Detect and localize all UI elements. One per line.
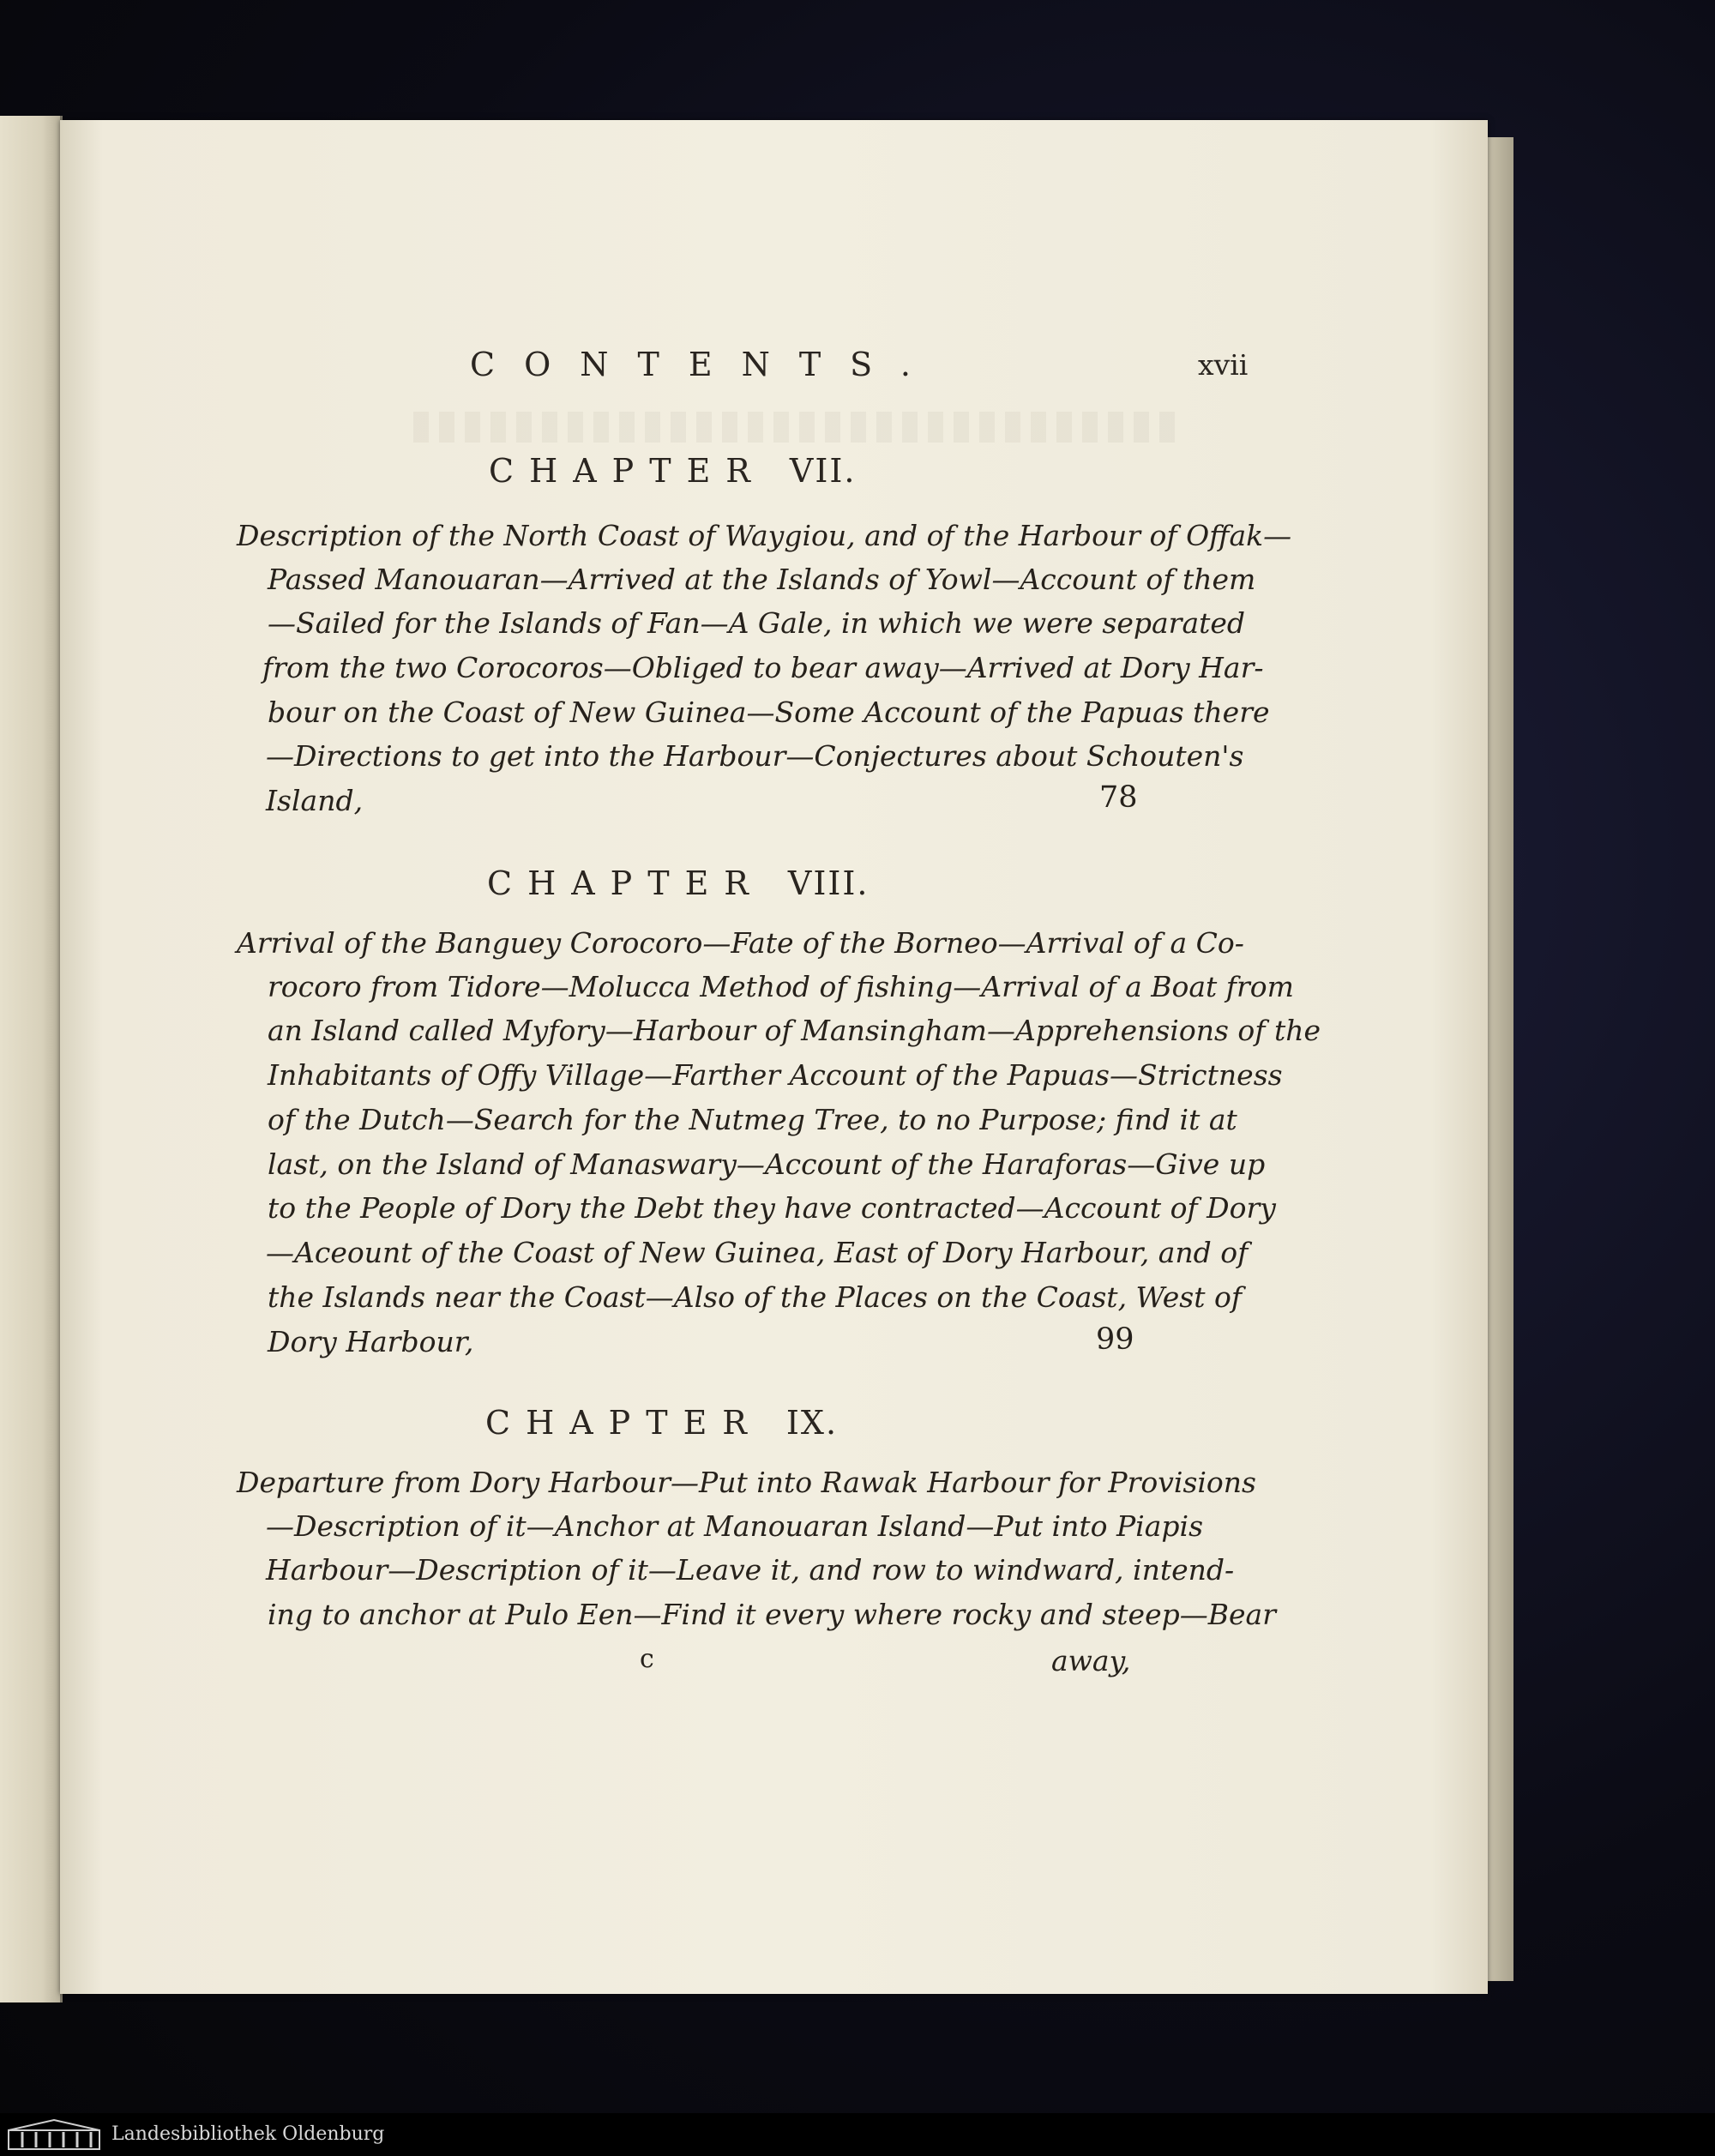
contents-line: —Description of it—Anchor at Manouaran Island—Put into Piapis <box>266 1509 1204 1543</box>
signature-mark: c <box>640 1644 654 1674</box>
library-building-logo-icon <box>7 2118 101 2151</box>
contents-line: ing to anchor at Pulo Een—Find it every where rocky and steep—Bear <box>268 1598 1276 1631</box>
chapter-word: CHAPTER <box>489 452 766 490</box>
contents-line: Departure from Dory Harbour—Put into Rawak Harbour for Provisions <box>237 1466 1256 1499</box>
chapter-numeral: VII. <box>789 452 857 490</box>
contents-line: last, on the Island of Manaswary—Account of the Haraforas—Give up <box>268 1147 1266 1181</box>
facing-page-edge <box>0 116 63 2002</box>
contents-line: of the Dutch—Search for the Nutmeg Tree, to no Purpose; find it at <box>268 1103 1237 1136</box>
contents-line: bour on the Coast of New Guinea—Some Account of the Papuas there <box>268 696 1270 729</box>
contents-line: Arrival of the Banguey Corocoro—Fate of the Borneo—Arrival of a Co- <box>237 926 1244 960</box>
chapter-word: CHAPTER <box>487 864 764 902</box>
contents-line: Passed Manouaran—Arrived at the Islands of Yowl—Account of them <box>268 563 1256 596</box>
chapter-heading <box>485 1404 838 1442</box>
contents-line: Dory Harbour, <box>268 1325 474 1358</box>
contents-line: Inhabitants of Offy Village—Farther Account of the Papuas—Strictness <box>268 1058 1283 1092</box>
contents-line: —Directions to get into the Harbour—Conjectures about Schouten's <box>266 739 1244 773</box>
page-reference: 99 <box>1096 1322 1134 1357</box>
library-name: Landesbibliothek Oldenburg <box>111 2123 385 2145</box>
book-page <box>60 120 1488 1994</box>
contents-line: —Sailed for the Islands of Fan—A Gale, in which we were separated <box>268 606 1246 640</box>
contents-line: Harbour—Description of it—Leave it, and row to windward, intend- <box>266 1553 1235 1587</box>
show-through-texture <box>403 412 1175 443</box>
catchword: away, <box>1051 1644 1131 1677</box>
contents-line: —Aceount of the Coast of New Guinea, East of Dory Harbour, and of <box>266 1236 1249 1269</box>
contents-line: rocoro from Tidore—Molucca Method of fishing—Arrival of a Boat from <box>268 970 1294 1003</box>
chapter-numeral: VIII. <box>787 864 870 902</box>
page-reference: 78 <box>1099 780 1138 815</box>
chapter-numeral: IX. <box>785 1404 839 1442</box>
page-fore-edge <box>1488 137 1513 1981</box>
contents-line: an Island called Myfory—Harbour of Mansingham—Apprehensions of the <box>268 1014 1321 1047</box>
running-head: CONTENTS. <box>470 346 940 383</box>
chapter-heading <box>489 452 856 490</box>
contents-line: the Islands near the Coast—Also of the Places on the Coast, West of <box>268 1280 1243 1314</box>
contents-line: to the People of Dory the Debt they have contracted—Account of Dory <box>268 1191 1276 1225</box>
contents-line: from the two Corocoros—Obliged to bear away—Arrived at Dory Har- <box>262 651 1264 684</box>
contents-line: Description of the North Coast of Waygiou, and of the Harbour of Offak— <box>237 519 1292 552</box>
chapter-heading <box>487 864 869 902</box>
folio-number: xvii <box>1198 348 1249 382</box>
chapter-word: CHAPTER <box>485 1404 762 1442</box>
contents-line: Island, <box>266 784 364 817</box>
